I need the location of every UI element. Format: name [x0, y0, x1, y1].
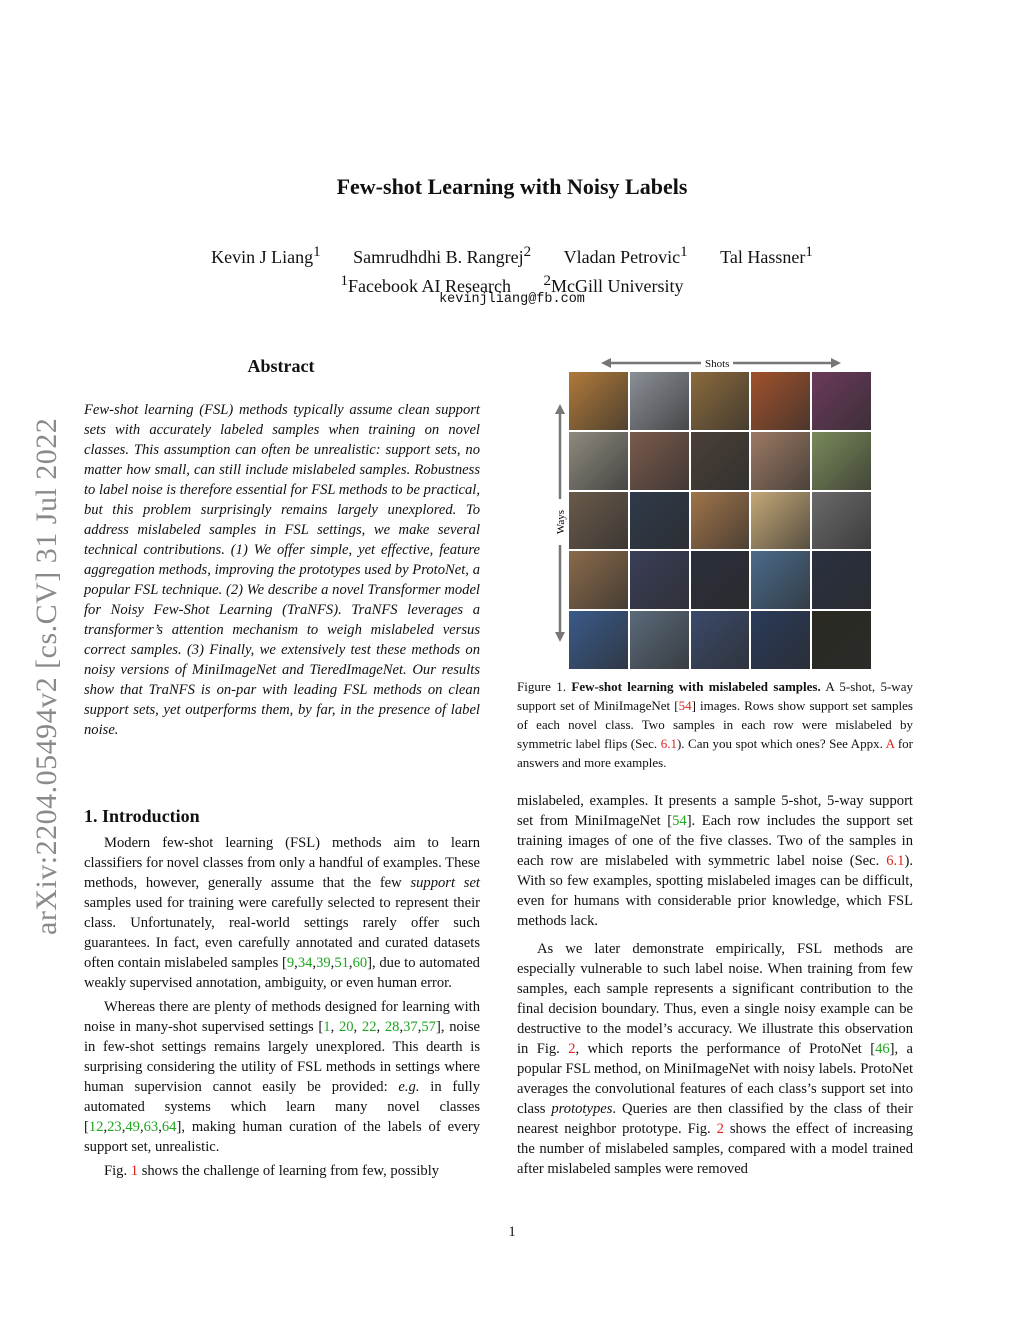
support-image	[812, 611, 871, 669]
support-image	[630, 551, 689, 609]
paper-title: Few-shot Learning with Noisy Labels	[336, 174, 688, 199]
figure-1	[551, 354, 881, 670]
figure-caption: Figure 1. Few-shot learning with mislabeled samples. A 5-shot, 5-way support set of MiniImageNet [54] images. Rows show support set samples of each novel class. Two samples in each row were mislabeled by symmetric label flips (Sec. 6.1). Can you spot which ones? See Appx. A for answers and more examples.	[517, 679, 913, 770]
author: Samrudhdhi B. Rangrej$^2$	[353, 244, 532, 267]
paragraph: mislabeled, examples. It presents a sample 5-shot, 5-way support set from MiniImageNet [54]. Each row includes the support set training images of one of the five classes. Two of the samples in each row are mislabeled with symmetric label noise (Sec. 6.1). With so few examples, spotting mislabeled images can be difficult, even for humans with considerable prior knowledge, which FSL methods lack.	[517, 793, 913, 929]
support-image	[630, 432, 689, 490]
affiliation: $^2$McGill University	[543, 273, 684, 296]
support-image	[630, 611, 689, 669]
section-heading: 1. Introduction	[84, 806, 200, 826]
ways-label: Ways	[555, 509, 567, 535]
support-image	[569, 372, 628, 430]
author: Vladan Petrovic$^1$	[563, 244, 688, 267]
page-number: 1	[508, 1224, 516, 1240]
support-image	[812, 432, 871, 490]
support-image	[691, 432, 750, 490]
support-image	[569, 492, 628, 550]
affiliation: $^1$Facebook AI Research	[340, 273, 511, 296]
support-image	[691, 492, 750, 550]
author-email: kevinjliang@fb.com	[439, 292, 585, 307]
support-image	[569, 551, 628, 609]
support-image	[751, 611, 810, 669]
support-image	[691, 611, 750, 669]
support-image	[751, 492, 810, 550]
support-image	[630, 372, 689, 430]
arxiv-stamp: arXiv:2204.05494v2 [cs.CV] 31 Jul 2022	[30, 417, 63, 935]
shots-label: Shots	[701, 358, 733, 370]
abstract-heading: Abstract	[247, 356, 315, 376]
paragraph: Modern few-shot learning (FSL) methods aim to learn classifiers for novel classes from only a handful of examples. These methods, however, generally assume that the few support set samples used for training were carefully selected to represent their class. Unfortunately, real-world settings rarely offer such guarantees. In fact, even carefully annotated and curated datasets often contain mislabeled samples [9,34,39,51,60], due to automated weakly supervised annotation, ambiguity, or even human error.	[84, 835, 480, 991]
author: Tal Hassner$^1$	[720, 244, 813, 267]
support-image	[691, 551, 750, 609]
right-column-text	[517, 791, 913, 1179]
left-column-text	[84, 833, 480, 1181]
author-block	[0, 240, 1024, 298]
support-image	[630, 492, 689, 550]
image-grid	[569, 372, 871, 669]
support-image	[751, 372, 810, 430]
abstract-text: Few-shot learning (FSL) methods typically assume clean support sets with accurately labeled samples when training on novel classes. This assumption can often be unrealistic: support sets, no matter how small, can still include mislabeled samples. Robustness to label noise is therefore essential for FSL methods to be practical, but this problem surprisingly remains largely unexplored. To address mislabeled samples in FSL settings, we make several technical contributions. (1) We offer simple, yet effective, feature aggregation methods, improving the prototypes used by ProtoNet, a popular FSL technique. (2) We describe a novel Transformer model for Noisy Few-Shot Learning (TraNFS). TraNFS leverages a transformer’s attention mechanism to weigh mislabeled versus correct samples. (3) Finally, we extensively test these methods on noisy versions of MiniImageNet and TieredImageNet. Our results show that TraNFS is on-par with leading FSL methods on clean support sets, yet outperforms them, by far, in the presence of label noise.	[84, 402, 480, 738]
support-image	[812, 492, 871, 550]
support-image	[812, 372, 871, 430]
paragraph: Whereas there are plenty of methods designed for learning with noise in many-shot supervised settings [1, 20, 22, 28,37,57], noise in few-shot settings remains largely unexplored. This dearth is surprising considering the utility of FSL methods in settings where human supervision cannot easily be provided: e.g. in fully automated systems which learn many novel classes [12,23,49,63,64], making human curation of the labels of every support set, unrealistic.	[84, 999, 481, 1155]
support-image	[569, 432, 628, 490]
support-image	[691, 372, 750, 430]
paragraph: As we later demonstrate empirically, FSL methods are especially vulnerable to such label noise. When training from few samples, each sample represents a significant contribution to the final decision boundary. Thus, even a single noisy example can be destructive to the model’s accuracy. We illustrate this observation in Fig. 2, which reports the performance of ProtoNet [46], a popular FSL method, on MiniImageNet with noisy labels. ProtoNet averages the convolutional features of each class’s support set into class prototypes. Queries are then classified by the class of their nearest neighbor prototype. Fig. 2 shows the effect of increasing the number of mislabeled samples, compared with a model trained after mislabeled samples were removed	[517, 941, 914, 1177]
support-image	[569, 611, 628, 669]
paragraph: Fig. 1 shows the challenge of learning from few, possibly	[104, 1163, 440, 1179]
support-image	[812, 551, 871, 609]
author: Kevin J Liang$^1$	[211, 244, 321, 267]
support-image	[751, 432, 810, 490]
support-image	[751, 551, 810, 609]
